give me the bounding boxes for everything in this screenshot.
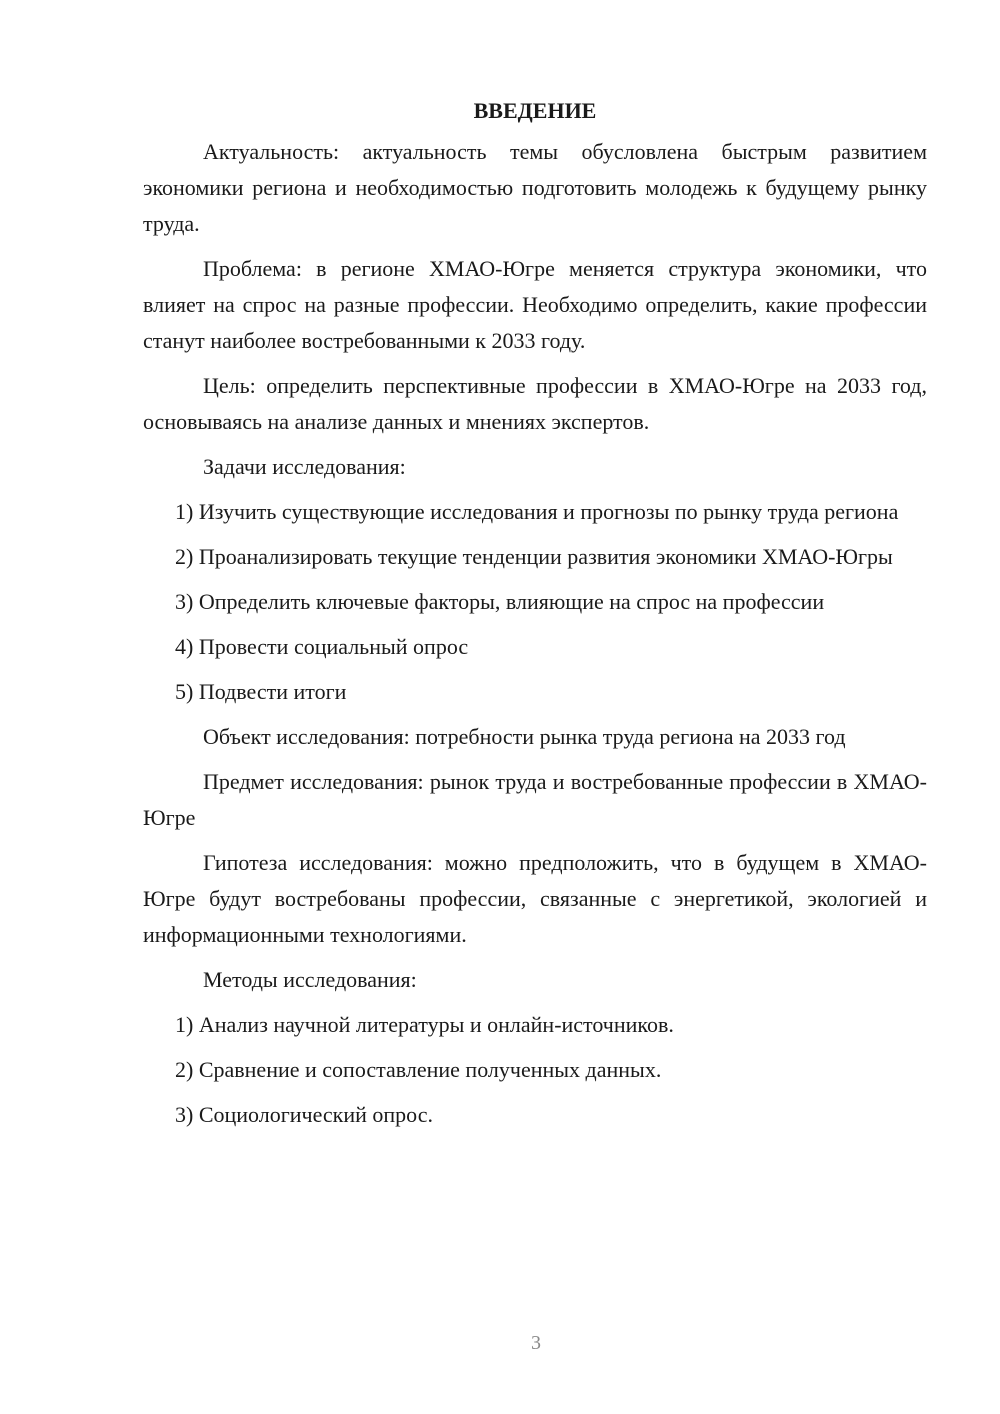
task-item: 1) Изучить существующие исследования и прогнозы по рынку труда региона	[175, 499, 899, 524]
object-paragraph: Объект исследования: потребности рынка труда региона на 2033 год	[203, 724, 846, 749]
method-item: 2) Сравнение и сопоставление полученных данных.	[175, 1057, 662, 1082]
goal-paragraph: Цель: определить перспективные профессии в ХМАО-Югре на 2033 год, основываясь на анализе данных и мнениях экспертов.	[143, 373, 927, 434]
task-item: 4) Провести социальный опрос	[175, 634, 469, 659]
problem-paragraph: Проблема: в регионе ХМАО-Югре меняется структура экономики, что влияет на спрос на разные профессии. Необходимо определить, какие профессии станут наиболее востребованными к 2033 году.	[143, 256, 927, 353]
document-body	[143, 96, 927, 1142]
methods-heading: Методы исследования:	[203, 967, 417, 992]
page-number: 3	[531, 1332, 541, 1354]
task-item: 3) Определить ключевые факторы, влияющие на спрос на профессии	[175, 589, 825, 614]
subject-paragraph: Предмет исследования: рынок труда и востребованные профессии в ХМАО-Югре	[143, 769, 927, 830]
section-title: ВВЕДЕНИЕ	[473, 98, 597, 123]
method-item: 3) Социологический опрос.	[175, 1102, 433, 1127]
tasks-heading: Задачи исследования:	[203, 454, 406, 479]
hypothesis-paragraph: Гипотеза исследования: можно предположить, что в будущем в ХМАО-Югре будут востребованы профессии, связанные с энергетикой, экологией и информационными технологиями.	[143, 850, 927, 947]
relevance-paragraph: Актуальность: актуальность темы обусловлена быстрым развитием экономики региона и необходимостью подготовить молодежь к будущему рынку труда.	[143, 139, 927, 236]
task-item: 5) Подвести итоги	[175, 679, 347, 704]
task-item: 2) Проанализировать текущие тенденции развития экономики ХМАО-Югры	[175, 544, 893, 569]
method-item: 1) Анализ научной литературы и онлайн-источников.	[175, 1012, 674, 1037]
